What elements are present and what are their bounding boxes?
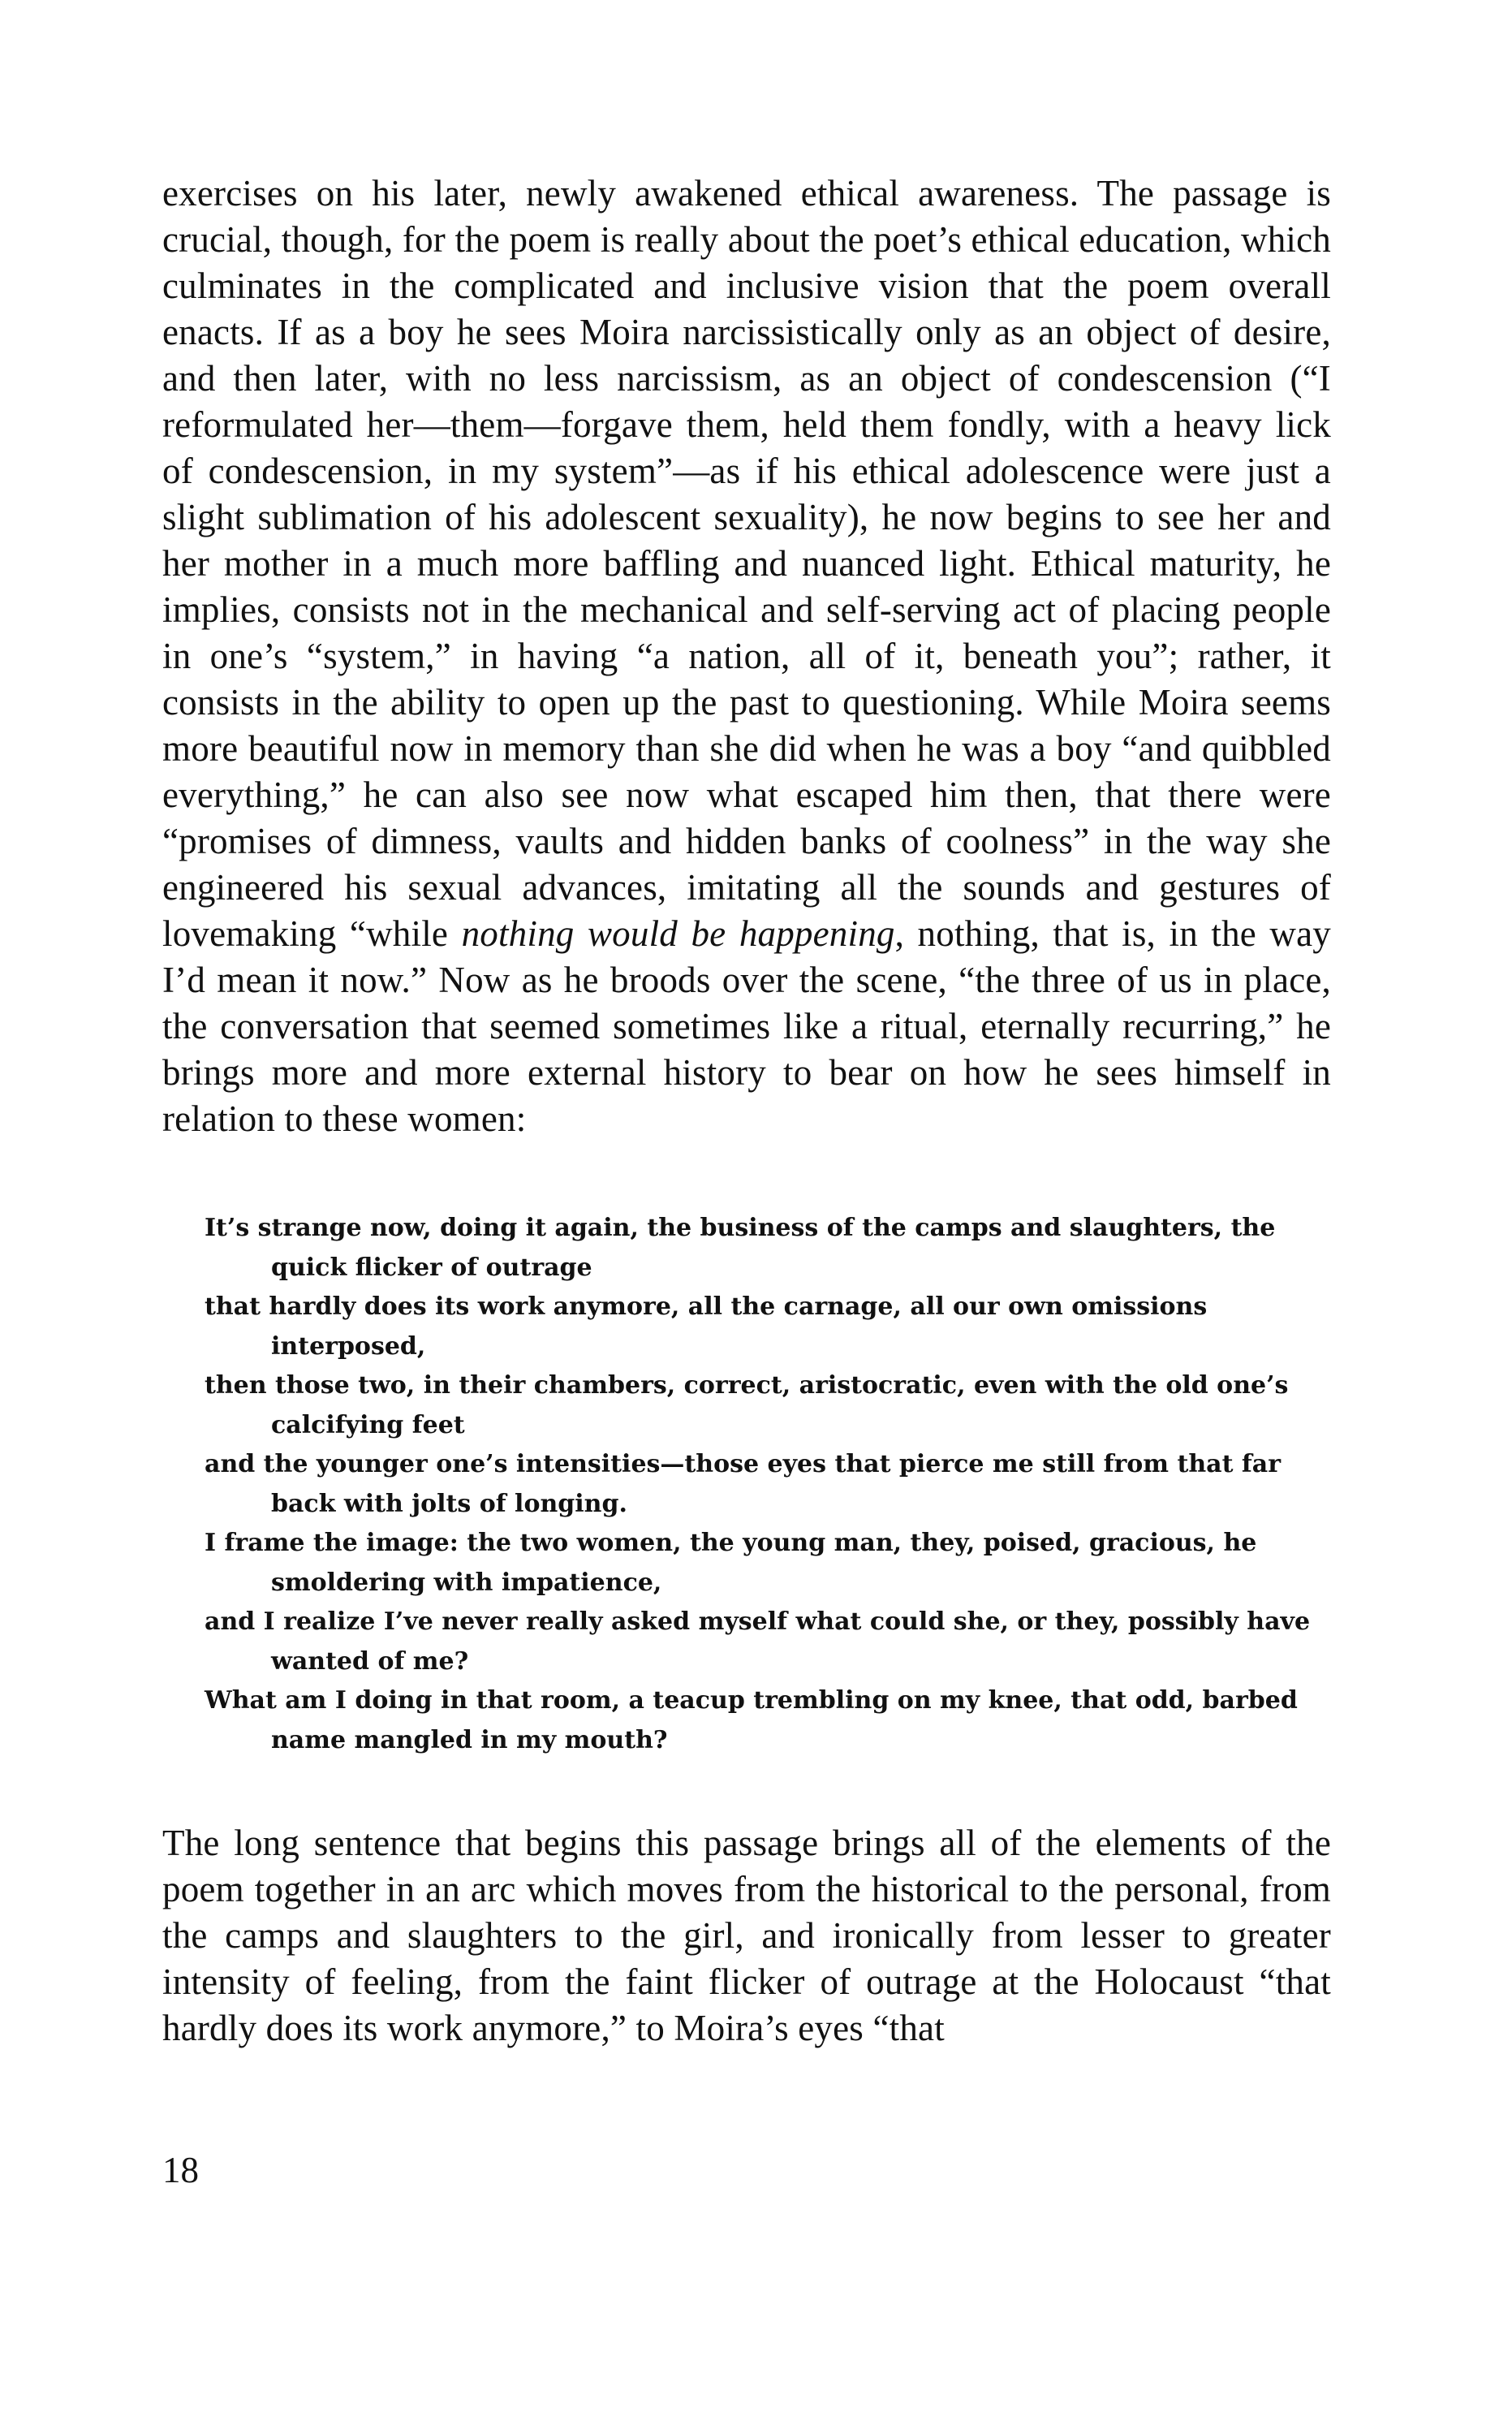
quote-line-2: that hardly does its work anymore, all the carnage, all our own omissions interposed,	[205, 1292, 1208, 1361]
quote-line-5: I frame the image: the two women, the young man, they, poised, gracious, he smoldering with impatience,	[205, 1529, 1257, 1597]
quote-line-1: It’s strange now, doing it again, the business of the camps and slaughters, the quick flicker of outrage	[205, 1214, 1276, 1282]
page-body	[162, 170, 1331, 2052]
paragraph-1-text-end: , nothing, that is, in the way I’d mean it now.” Now as he broods over the scene, “the three of us in place, the conversation that seemed sometimes like a ritual, eternally recurring,” he brings more and more external history to bear on how he sees himself in relation to these women:	[162, 913, 1332, 1139]
body-paragraph-1	[162, 170, 1331, 1142]
block-quote	[205, 1209, 1316, 1760]
quote-line-6: and I realize I’ve never really asked myself what could she, or they, possibly have wanted of me?	[205, 1607, 1311, 1676]
page-number: 18	[162, 2150, 199, 2190]
body-paragraph-2: The long sentence that begins this passage brings all of the elements of the poem together in an arc which moves from the historical to the personal, from the camps and slaughters to the girl, and ironically from lesser to greater intensity of feeling, from the faint flicker of outrage at the Holocaust “that hardly does its work anymore,” to Moira’s eyes “that	[162, 1823, 1331, 2048]
paragraph-1-italic-phrase: nothing would be happening	[461, 913, 895, 954]
quote-line-7: What am I doing in that room, a teacup trembling on my knee, that odd, barbed name mangled in my mouth?	[205, 1686, 1298, 1754]
quote-line-3: then those two, in their chambers, correct, aristocratic, even with the old one’s calcifying feet	[205, 1371, 1289, 1439]
paragraph-1-text-start: exercises on his later, newly awakened ethical awareness. The passage is crucial, though, for the poem is really about the poet’s ethical education, which culminates in the complicated and inclusive vision that the poem overall enacts. If as a boy he sees Moira narcissistically only as an object of desire, and then later, with no less narcissism, as an object of condescension (“I reformulated her—them—forgave them, held them fondly, with a heavy lick of condescension, in my system”—as if his ethical adolescence were just a slight sublimation of his adolescent sexuality), he now begins to see her and her mother in a much more baffling and nuanced light. Ethical maturity, he implies, consists not in the mechanical and self-serving act of placing people in one’s “system,” in having “a nation, all of it, beneath you”; rather, it consists in the ability to open up the past to questioning. While Moira seems more beautiful now in memory than she did when he was a boy “and quibbled everything,” he can also see now what escaped him then, that there were “promises of dimness, vaults and hidden banks of coolness” in the way she engineered his sexual advances, imitating all the sounds and gestures of lovemaking “while	[162, 173, 1331, 954]
quote-line-4: and the younger one’s intensities—those eyes that pierce me still from that far back with jolts of longing.	[205, 1450, 1282, 1518]
